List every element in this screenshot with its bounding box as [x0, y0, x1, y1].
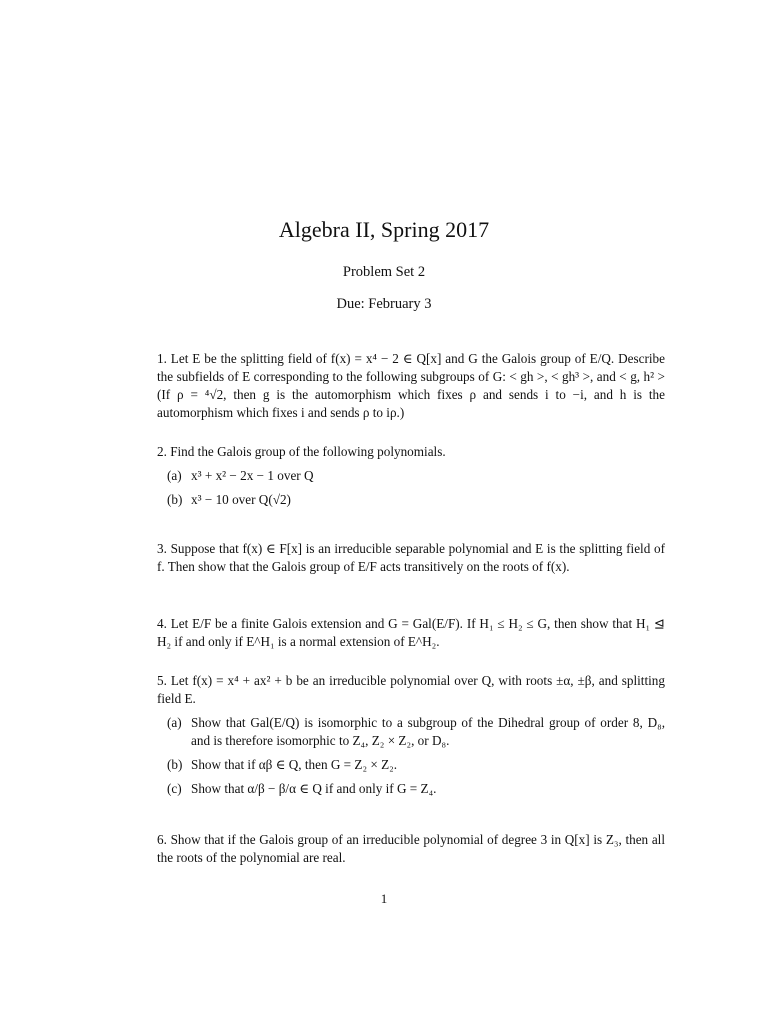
problem-5-part-b [157, 756, 665, 774]
problem-5 [157, 672, 665, 798]
part-text: x³ − 10 over Q(√2) [191, 492, 291, 507]
part-label: (a) [167, 715, 182, 730]
problem-4 [157, 615, 665, 651]
problem-5-parts [157, 714, 665, 798]
problem-6-text: 6. Show that if the Galois group of an irreducible polynomial of degree 3 in Q[x] is Z₃, then all the roots of the polynomial are real. [157, 832, 665, 865]
page-number: 1 [380, 891, 388, 906]
problem-1-text: 1. Let E be the splitting field of f(x) = x⁴ − 2 ∈ Q[x] and G the Galois group of E/Q. Describe the subfields of E corresponding to the following subgroups of G: < gh >, < gh³ >, and < g, h² > (If ρ = ⁴√2, then g is the automorphism which fixes ρ and sends i to −i, and h is the automorphism which fixes i and sends ρ to iρ.) [157, 351, 665, 420]
part-label: (b) [167, 757, 183, 772]
problem-5-text: 5. Let f(x) = x⁴ + ax² + b be an irreducible polynomial over Q, with roots ±α, ±β, and splitting field E. [157, 673, 665, 706]
document-subtitle: Problem Set 2 [342, 264, 426, 280]
part-text: x³ + x² − 2x − 1 over Q [191, 468, 314, 483]
problem-2 [157, 443, 665, 509]
part-label: (a) [167, 468, 182, 483]
part-text: Show that if αβ ∈ Q, then G = Z₂ × Z₂. [191, 757, 398, 772]
part-text: Show that Gal(E/Q) is isomorphic to a subgroup of the Dihedral group of order 8, D₈, and is therefore isomorphic to Z₄, Z₂ × Z₂, or D₈. [191, 715, 665, 748]
problem-1 [157, 350, 665, 422]
problem-6 [157, 831, 665, 867]
due-date: Due: February 3 [336, 296, 432, 312]
part-label: (b) [167, 492, 183, 507]
problem-3-text: 3. Suppose that f(x) ∈ F[x] is an irreducible separable polynomial and E is the splitting field of f. Then show that the Galois group of E/F acts transitively on the roots of f(x). [157, 541, 665, 574]
problem-5-part-a [157, 714, 665, 750]
problem-2-text: 2. Find the Galois group of the following polynomials. [157, 444, 446, 459]
problem-2-parts [157, 467, 665, 509]
part-label: (c) [167, 781, 182, 796]
problem-2-part-a [157, 467, 665, 485]
part-text: Show that α/β − β/α ∈ Q if and only if G = Z₄. [191, 781, 437, 796]
problem-3 [157, 540, 665, 576]
document-title: Algebra II, Spring 2017 [278, 217, 490, 242]
problem-4-text: 4. Let E/F be a finite Galois extension and G = Gal(E/F). If H₁ ≤ H₂ ≤ G, then show that H₁ ⊴ H₂ if and only if E^H₁ is a normal extension of E^H₂. [157, 616, 665, 649]
problem-2-part-b [157, 491, 665, 509]
problem-5-part-c [157, 780, 665, 798]
